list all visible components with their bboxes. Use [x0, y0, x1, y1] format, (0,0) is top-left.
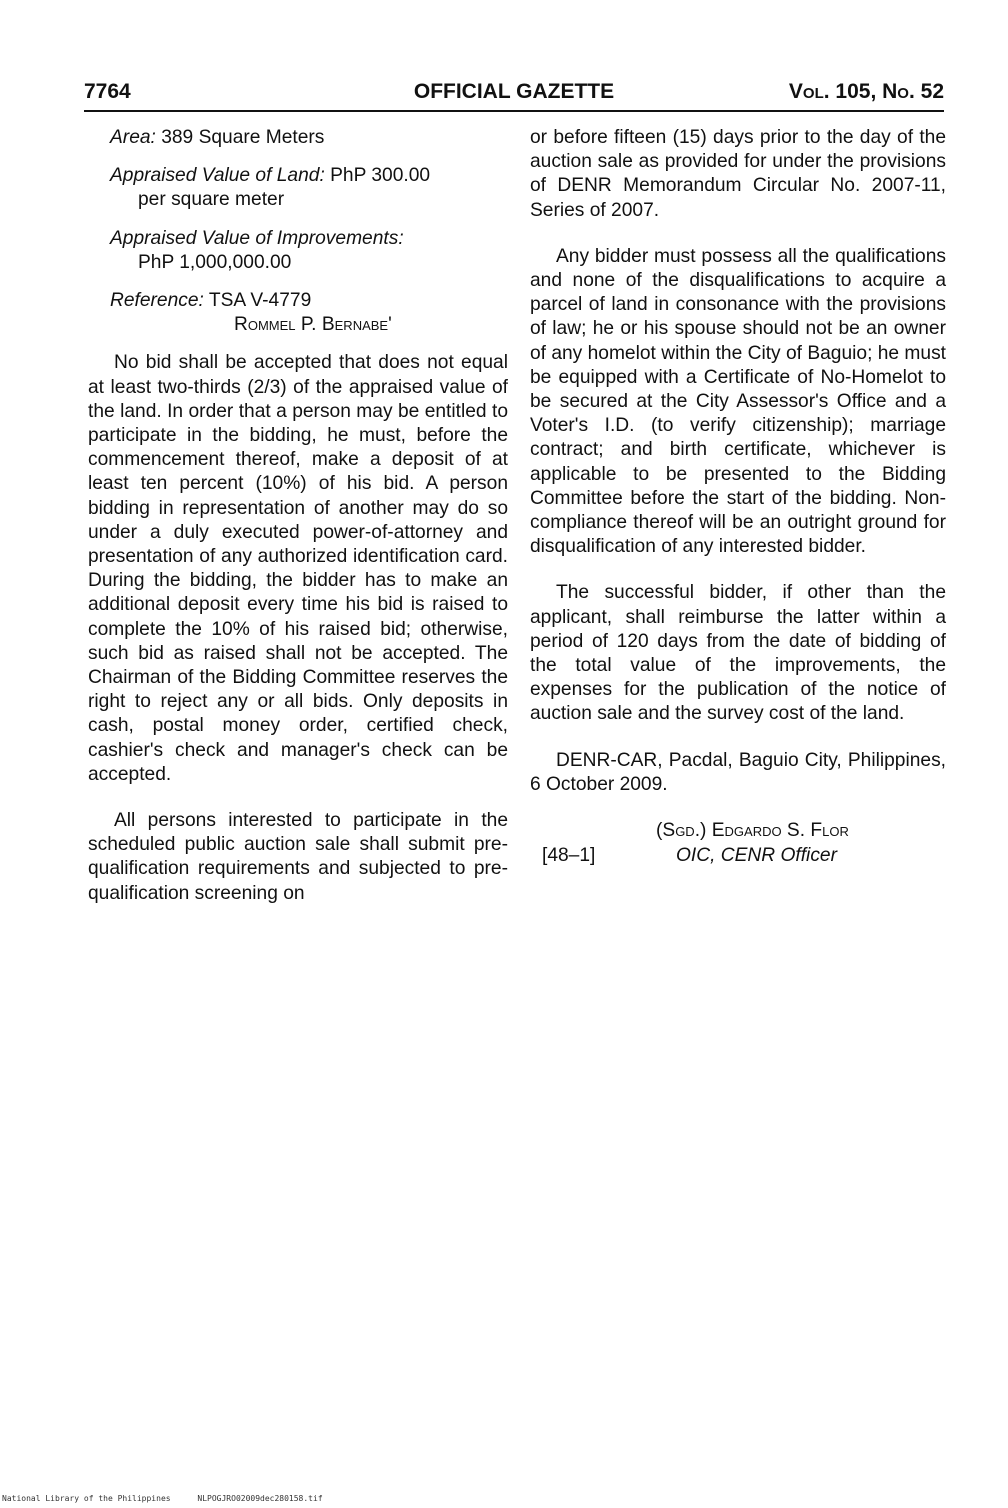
place-and-date: DENR-CAR, Pacdal, Baguio City, Philippines, 6 October 2009.	[530, 749, 946, 795]
reference-name: Rommel P. Bernabe'	[234, 314, 392, 336]
reference-field	[110, 289, 508, 337]
reference-label: Reference:	[110, 290, 204, 312]
improvements-value-amount: PhP 1,000,000.00	[138, 251, 292, 273]
land-value-field	[110, 164, 508, 212]
paragraph-qualifications: Any bidder must possess all the qualifications and none of the disqualifications to acquire a parcel of land in consonance with the provisions of law; he or his spouse should not be an owner of any homelot within the City of Baguio; he must be equipped with a Certificate of No-Homelot to be secured at the City Assessor's Office and a Voter's I.D. (to verify citizenship); marriage contract; and birth certificate, whichever is applicable to be presented to the Bidding Committee before the start of the bidding. Non-compliance thereof will be an outright ground for disqualification of any interested bidder.	[530, 245, 946, 558]
left-column	[88, 126, 508, 928]
area-label: Area:	[110, 127, 156, 148]
improvements-value-label: Appraised Value of Improvements:	[110, 227, 404, 249]
footer-source: National Library of the Philippines	[2, 1494, 171, 1503]
paragraph-bid-requirements: No bid shall be accepted that does not equal at least two-thirds (2/3) of the appraised value of the land. In order that a person may be entitled to participate in the bidding, he must, before the commencement thereof, make a deposit of at least ten percent (10%) of his bid. A person bidding in representation of another may do so under a duly executed power-of-attorney and presentation of any authorized identification card. During the bidding, the bidder has to make an additional deposit every time his bid is raised to complete the 10% of his raised bid; otherwise, such bid as raised shall not be accepted. The Chairman of the Bidding Committee reserves the right to reject any or all bids. Only deposits in cash, postal money order, certified check, cashier's check and manager's check can be accepted.	[88, 352, 508, 785]
land-value-label: Appraised Value of Land:	[110, 165, 325, 187]
paragraph-reimbursement: The successful bidder, if other than the applicant, shall reimburse the latter within a period of 120 days from the date of bidding of the total value of the improvements, the expenses for the publication of the notice of auction sale and the survey cost of the land.	[530, 582, 946, 725]
signatory-name: (Sgd.) Edgardo S. Flor	[656, 820, 849, 842]
scan-footer	[2, 1494, 345, 1503]
footer-filename: NLPOGJRO02009dec280158.tif	[197, 1494, 323, 1503]
area-field	[110, 126, 508, 150]
land-value-unit: per square meter	[138, 189, 285, 211]
header-rule	[84, 110, 944, 112]
volume-number: Vol. 105, No. 52	[788, 80, 944, 103]
land-value-amount: PhP 300.00	[330, 165, 431, 187]
notice-code: [48–1]	[542, 845, 596, 867]
reference-value: TSA V-4779	[208, 290, 312, 312]
page-number: 7764	[84, 80, 131, 103]
paragraph-prequalification: All persons interested to participate in the scheduled public auction sale shall submit pre-qualification requirements and subjected to pre-qualification screening on	[88, 810, 508, 904]
paragraph-prequalification-continued: or before fifteen (15) days prior to the day of the auction sale as provided for under the provisions of DENR Memorandum Circular No. 2007-11, Series of 2007.	[530, 127, 946, 221]
publication-title: OFFICIAL GAZETTE	[413, 80, 615, 103]
signatory-title: OIC, CENR Officer	[676, 845, 837, 867]
right-column	[530, 126, 946, 875]
area-value: 389 Square Meters	[161, 127, 325, 148]
improvements-value-field	[110, 227, 508, 275]
signature-block	[530, 819, 946, 875]
page-header	[84, 80, 944, 110]
